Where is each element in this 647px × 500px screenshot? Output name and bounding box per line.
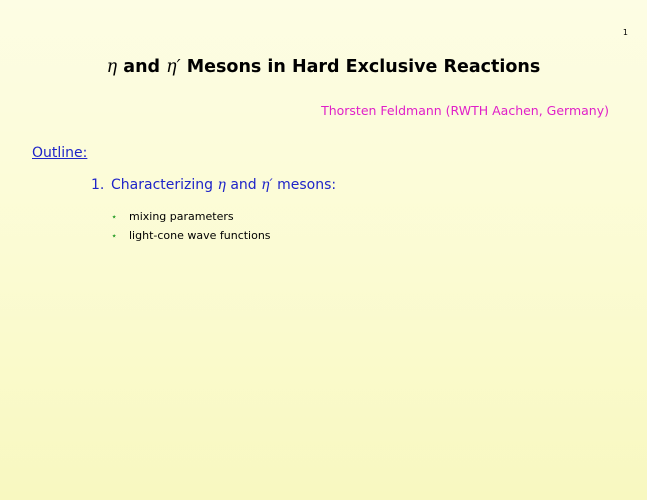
slide-title — [0, 57, 647, 77]
outline-item-eta: η — [217, 177, 226, 193]
outline-item-and: and — [230, 177, 257, 193]
title-eta: η — [106, 57, 118, 77]
outline-item-text-after: mesons: — [277, 177, 337, 193]
bullet-text: mixing parameters — [129, 210, 234, 223]
bullet-item — [111, 210, 234, 223]
outline-item-eta-prime: η′ — [261, 177, 273, 193]
outline-item-text-before: Characterizing — [111, 177, 214, 193]
author-line: Thorsten Feldmann (RWTH Aachen, Germany) — [321, 103, 609, 118]
outline-item-number: 1. — [91, 177, 105, 193]
bullet-item — [111, 229, 271, 242]
outline-item-1 — [91, 177, 336, 193]
star-bullet-icon: ⋆ — [111, 212, 118, 223]
title-eta-prime: η′ — [166, 57, 181, 77]
title-text: Mesons in Hard Exclusive Reactions — [186, 57, 541, 77]
outline-heading: Outline: — [32, 145, 88, 161]
page-number: 1 — [622, 28, 628, 37]
bullet-text: light-cone wave functions — [129, 229, 271, 242]
title-and: and — [123, 57, 161, 77]
star-bullet-icon: ⋆ — [111, 231, 118, 242]
